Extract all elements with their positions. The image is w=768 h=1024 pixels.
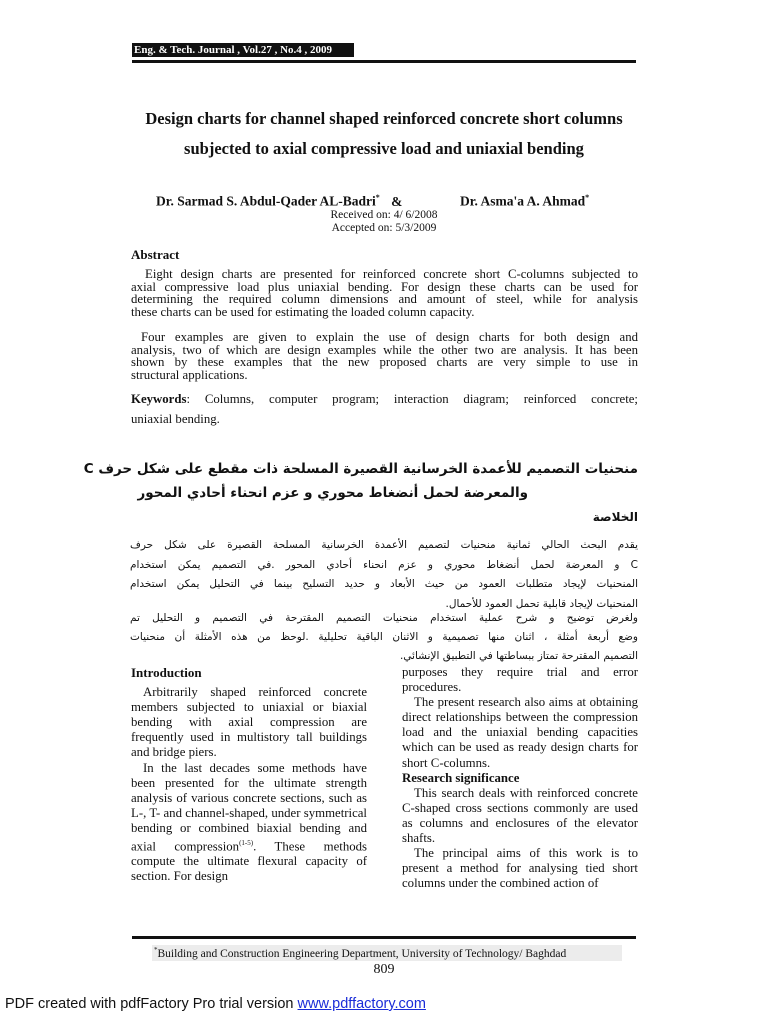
abstract-p1-line: Eight design charts are presented for reinforced concrete short C-columns subjected to xyxy=(145,267,638,281)
arabic-p1-line: المنحنيات لإيجاد متطلبات العمود من حيث الأبعاد و حديد التسليح بينما في التحليل يمكن استخدام xyxy=(130,578,638,590)
arabic-p1-line: المنحنيات لإيجاد قابلية تحمل العمود للأحمال. xyxy=(445,597,638,610)
abstract-p1-line: these charts can be used for estimating the loaded column capacity. xyxy=(131,304,475,319)
abstract-p1-line: axial compressive load plus uniaxial bending. For design these charts can be used for xyxy=(131,279,638,294)
right-paragraph-3: This search deals with reinforced concrete C-shaped cross sections commonly are used as columns and enclosures of the elevator shafts. xyxy=(402,785,638,846)
author-2-mark: * xyxy=(585,193,590,202)
footnote xyxy=(152,945,622,961)
page-number: 809 xyxy=(373,962,395,977)
author-1-name: Dr. Sarmad S. Abdul-Qader AL-Badri xyxy=(156,193,376,209)
accepted-date: Accepted on: 5/3/2009 xyxy=(331,222,437,234)
arabic-p2-line: التصميم المقترحة تمتاز ببساطتها في التطبيق الإنشائي. xyxy=(399,650,638,662)
footnote-mark: * xyxy=(154,946,158,954)
right-paragraph-cont: purposes they require trial and error procedures. xyxy=(402,665,638,695)
arabic-p2-line: وضع أربعة أمثلة ، اثنان منها تصميمية و الاثنان الباقية تحليلية .لوحظ من هذه الأمثلة أن منحنيات xyxy=(130,631,638,643)
keywords xyxy=(131,393,638,425)
pdffactory-link[interactable]: www.pdffactory.com xyxy=(297,996,426,1012)
intro-paragraph-2 xyxy=(131,761,367,885)
abstract-paragraph-1 xyxy=(131,268,638,318)
arabic-p2-line: ولغرض توضيح و شرح عملية استخدام منحنيات التصميم المقترحة في التصميم و التحليل تم xyxy=(130,612,638,624)
pdf-footer-text: PDF created with pdfFactory Pro trial version xyxy=(5,996,298,1012)
right-paragraph-4: The principal aims of this work is to present a method for analysing tied short columns under the combined action of xyxy=(402,846,638,891)
citation: (1-5) xyxy=(239,839,254,848)
abstract-heading: Abstract xyxy=(131,247,180,262)
author-1-mark: * xyxy=(375,193,380,202)
footnote-text: Building and Construction Engineering Department, University of Technology/ Baghdad xyxy=(157,947,567,960)
abstract-p2-line: analysis, two of which are design examples while the other two are analysis. It has been xyxy=(131,342,638,357)
footer-rule xyxy=(132,936,636,939)
research-significance-heading: Research significance xyxy=(402,770,520,785)
abstract-p2-line: Four examples are given to explain the use of design charts for both design and xyxy=(141,330,638,344)
journal-header: Eng. & Tech. Journal , Vol.27 , No.4 , 2009 xyxy=(132,43,354,57)
right-column xyxy=(402,665,638,891)
author-2 xyxy=(460,193,589,210)
abstract-p1-line: determining the required column dimensions and amount of steel, while for analysis xyxy=(131,292,638,307)
arabic-paragraph-1 xyxy=(130,536,638,614)
author-1 xyxy=(156,193,402,210)
right-paragraph-2: The present research also aims at obtaining direct relationships between the compression load and the uniaxial bending capacities which can be used as ready design charts for short C-columns. xyxy=(402,695,638,770)
arabic-abstract-heading: الخلاصة xyxy=(592,510,638,524)
author-separator: & xyxy=(391,193,403,209)
received-date: Received on: 4/ 6/2008 xyxy=(330,209,438,221)
introduction-heading: Introduction xyxy=(131,665,202,680)
left-column xyxy=(131,665,367,885)
header-rule xyxy=(132,60,636,63)
abstract-p2-line: shown by these examples that the new proposed charts are very simple to use in xyxy=(131,355,638,370)
keywords-list-cont: uniaxial bending. xyxy=(131,411,220,426)
intro-p2-text: In the last decades some methods have been presented for the ultimate strength analysis of various concrete sections, such as L-, T- and channel-shaped, under symmetrical bending or combined biaxial bending and axial compression xyxy=(131,760,367,854)
author-2-name: Dr. Asma'a A. Ahmad xyxy=(460,193,586,209)
arabic-title-line-2: والمعرضة لحمل أنضغاط محوري و عزم انحناء أحادي المحور xyxy=(137,485,528,501)
keywords-list: : Columns, computer program; interaction diagram; reinforced concrete; xyxy=(186,392,638,406)
intro-paragraph-1: Arbitrarily shaped reinforced concrete members subjected to uniaxial or biaxial bending with axial compression are frequently used in multistory tall buildings and bridge piers. xyxy=(131,685,367,760)
arabic-paragraph-2 xyxy=(130,609,638,666)
keywords-label: Keywords xyxy=(131,392,187,406)
arabic-p1-line: يقدم البحث الحالي ثمانية منحنيات لتصميم الأعمدة الخرسانية المسلحة القصيرة على شكل حرف xyxy=(130,539,638,551)
arabic-p1-line: C و المعرضة لحمل أنضغاط محوري و عزم انحناء أحادي المحور .في التصميم يمكن استخدام xyxy=(130,558,638,571)
arabic-title-line-1: منحنيات التصميم للأعمدة الخرسانية القصيرة المسلحة ذات مقطع على شكل حرف C xyxy=(83,461,638,477)
pdf-footer xyxy=(5,996,426,1012)
abstract-p2-line: structural applications. xyxy=(131,367,248,382)
paper-title: Design charts for channel shaped reinforced concrete short columns subjected to axial compressive load and uniaxial bending xyxy=(145,109,623,158)
abstract-paragraph-2 xyxy=(131,331,638,381)
intro-p2-text-end: . These methods compute the ultimate flexural capacity of section. For design xyxy=(131,839,367,884)
